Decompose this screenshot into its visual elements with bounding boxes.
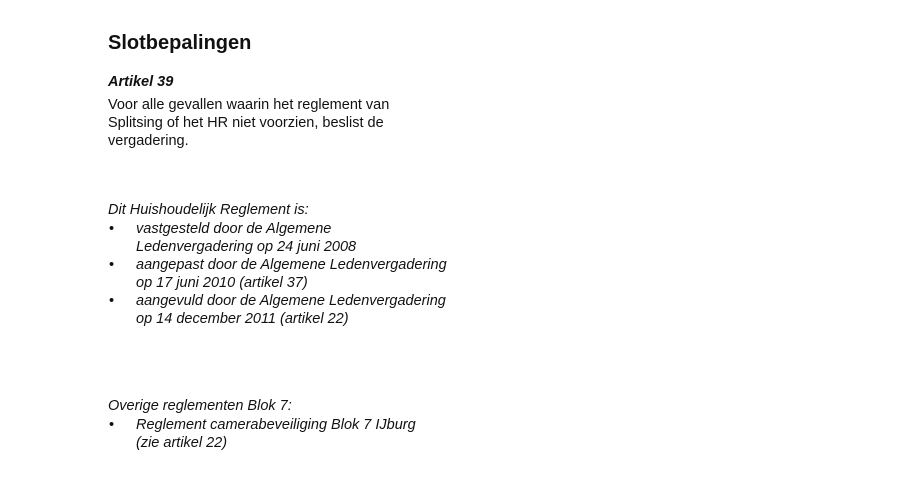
list-item: [108, 292, 456, 328]
list-item: [108, 416, 426, 452]
list-item-text: aangepast door de Algemene Ledenvergadering op 17 juni 2010 (artikel 37): [136, 257, 447, 291]
article-text: Voor alle gevallen waarin het reglement van Splitsing of het HR niet voorzien, beslist de vergadering.: [108, 97, 390, 149]
list-item-text: aangevuld door de Algemene Ledenvergadering op 14 december 2011 (artikel 22): [136, 293, 446, 327]
list-item: [108, 256, 456, 292]
list-item-text: Reglement camerabeveiliging Blok 7 IJburg (zie artikel 22): [136, 417, 416, 451]
bullet-icon: •: [109, 257, 115, 273]
list-item-text: vastgesteld door de Algemene Ledenvergadering op 24 juni 2008: [136, 221, 357, 255]
list-item: [108, 220, 396, 256]
section-heading: Slotbepalingen: [108, 32, 252, 54]
article-title: Artikel 39: [108, 74, 174, 90]
established-list: [108, 220, 447, 328]
bullet-icon: •: [109, 293, 115, 309]
other-intro: Overige reglementen Blok 7:: [108, 398, 292, 414]
established-intro: Dit Huishoudelijk Reglement is:: [108, 202, 309, 218]
bullet-icon: •: [109, 221, 115, 237]
bullet-icon: •: [109, 417, 115, 433]
other-list: [108, 416, 438, 452]
